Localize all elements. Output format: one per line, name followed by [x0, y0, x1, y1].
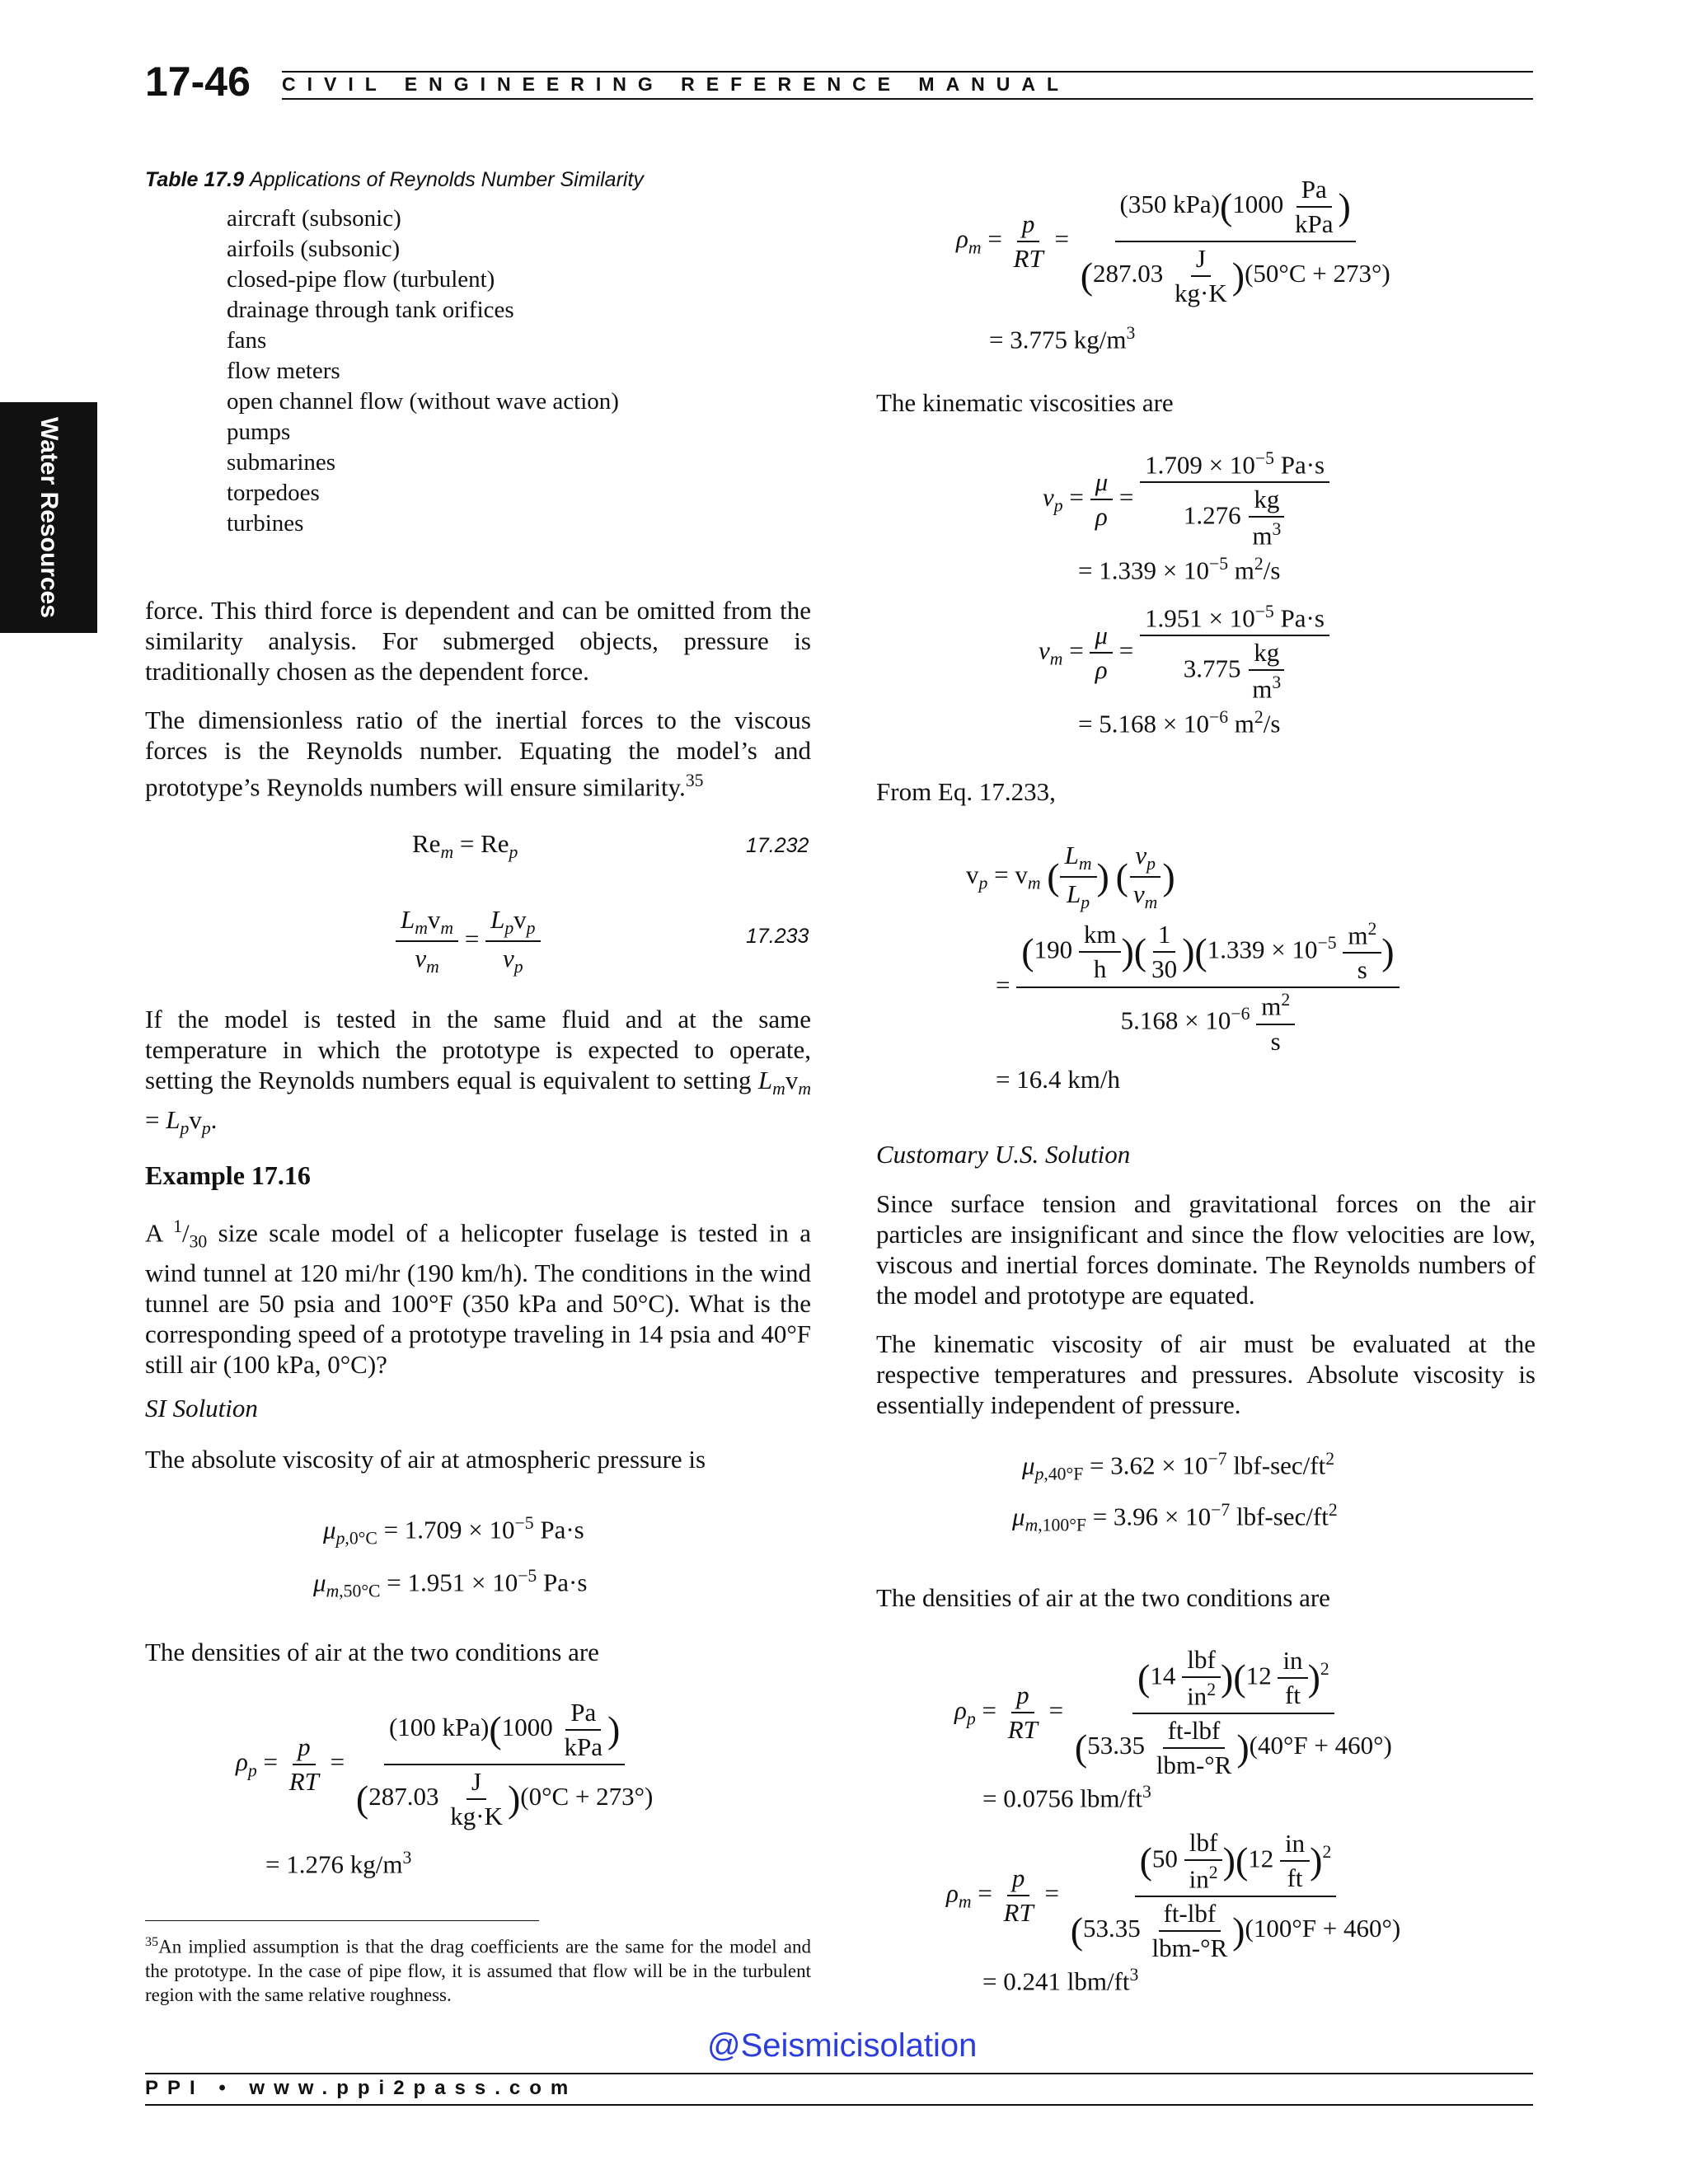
customary-us-heading: Customary U.S. Solution: [876, 1140, 1131, 1169]
running-head: CIVIL ENGINEERING REFERENCE MANUAL: [282, 73, 1071, 95]
footnote-rule: [145, 1920, 539, 1921]
paragraph: Since surface tension and gravitational forces on the air particles are insignificant and since the flow velocities are low, viscous and inertial forces dominate. The Reynolds numbers of the model and prototype are equated.: [876, 1189, 1536, 1310]
paragraph: The kinematic viscosity of air must be evaluated at the respective temperatures and pressures. Absolute viscosity is essentially independent of pressure.: [876, 1329, 1536, 1419]
paragraph: The absolute viscosity of air at atmospheric pressure is: [145, 1445, 706, 1474]
example-text: A $^1/_{30}$ size scale model of a helicopter fuselage is tested in a wind tunnel at 120 mi/hr (190 km/h). The conditions in the wind tunnel are 50 psia and 100°F (350 kPa and 50°C). What is the corresponding speed of a prototype traveling in 14 psia and 40°F still air (100 kPa, 0°C)?: [145, 1216, 811, 1379]
footnote-ref: 35: [685, 771, 704, 790]
footer-rule-top: [145, 2073, 1533, 2074]
table-item: submarines: [227, 449, 336, 476]
equation-mu-p-us: $\mu_{p,40^\circ F} = 3.62 \times 10^{-7}$ lbf-$\sec/ft^2$: [1022, 1449, 1335, 1484]
table-title: Applications of Reynolds Number Similarity: [249, 168, 644, 191]
page-number: 17-46: [145, 59, 251, 105]
footer: PPI • www.ppi2pass.com: [145, 2077, 578, 2099]
equation-17-232: $Re_m = Re_p$: [412, 829, 518, 863]
si-solution-heading: SI Solution: [145, 1394, 258, 1422]
table-item: airfoils (subsonic): [227, 236, 401, 262]
table-item: turbines: [227, 510, 304, 537]
equation-rho-p-si: $\rho_p$ = $\frac{p}{RT}$ = (100 kPa)(1000 $\frac{Pa}{\text{kPa}}$ ) (287.03 $\frac{J}{kg\cdot K}$ )(0°C + 273°): [236, 1698, 654, 1830]
paragraph: The kinematic viscosities are: [876, 388, 1174, 417]
equation-17-233: $\frac{L_mv_m}{\nu_m}$ = $\frac{L_pv_p}{\nu_p}$: [396, 905, 541, 977]
equation-mu-p-si: $\mu_{p,0^\circ C} = 1.709 \times 10^{-5}$ Pa·s: [323, 1513, 584, 1549]
table-item: aircraft (subsonic): [227, 205, 401, 232]
table-item: drainage through tank orifices: [227, 297, 514, 323]
table-item: closed-pipe flow (turbulent): [227, 266, 495, 293]
equation-mu-m-us: $\mu_{m,100^\circ F} = 3.96 \times 10^{-7}$ lbf-$\sec/ft^2$: [1012, 1500, 1338, 1535]
table-item: open channel flow (without wave action): [227, 388, 619, 415]
watermark: @Seismicisolation: [707, 2027, 978, 2064]
table-item: pumps: [227, 419, 291, 445]
equation-rho-m-si-result: = 3.775 $kg/m^3$: [989, 323, 1136, 354]
table-caption: [145, 168, 644, 192]
equation-nu-m: $\nu_m$ = $\frac{\mu}{\rho}$ = $1.951 \times 10^{-5}$ Pa·s 3.775 $\frac{kg}{m^3}$: [1039, 602, 1329, 705]
equation-nu-m-result: = $5.168 \times 10^{-6}$ $m^2/s$: [1078, 707, 1281, 738]
header-rule-top: [282, 71, 1533, 73]
header-rule-bottom: [282, 98, 1533, 100]
table-item: flow meters: [227, 358, 340, 384]
equation-vp-ratio: $v_p = v_m$ ( $\frac{L_m}{L_p}$ ) ( $\frac{\nu_p}{\nu_m}$ ): [966, 841, 1175, 913]
paragraph: The densities of air at the two conditions are: [145, 1638, 599, 1666]
equation-nu-p-result: = $1.339 \times 10^{-5}$ $m^2/s$: [1078, 554, 1281, 585]
paragraph: force. This third force is dependent and can be omitted from the similarity analysis. For submerged objects, pressure is traditionally chosen as the dependent force.: [145, 596, 811, 686]
equation-number: 17.233: [746, 925, 809, 948]
equation-rho-m-us: $\rho_m$ = $\frac{p}{RT}$ = (50 $\frac{\text{lbf}}{in^2}$ )(12 $\frac{in}{ft}$ )$^2$ (53.35 $\frac{\text{ft-lbf}}{\text{lbm-°R}}$ )(100°F + 460°): [946, 1828, 1401, 1963]
footer-rule-bottom: [145, 2104, 1533, 2106]
equation-rho-p-si-result: = 1.276 $kg/m^3$: [265, 1848, 412, 1879]
side-tab: [0, 402, 97, 633]
equation-nu-p: $\nu_p$ = $\frac{\mu}{\rho}$ = $1.709 \times 10^{-5}$ Pa·s 1.276 $\frac{kg}{m^3}$: [1043, 448, 1329, 551]
equation-rho-p-us: $\rho_p$ = $\frac{p}{RT}$ = (14 $\frac{\text{lbf}}{in^2}$ )(12 $\frac{in}{ft}$ )$^2$ (53.35 $\frac{\text{ft-lbf}}{\text{lbm-°R}}$ )(40°F + 460°): [954, 1645, 1392, 1780]
table-item: torpedoes: [227, 480, 320, 506]
equation-rho-p-us-result: = 0.0756 lbm/$ft^3$: [982, 1782, 1151, 1813]
table-label: Table 17.9: [145, 168, 244, 191]
footnote-number: 35: [145, 1935, 159, 1949]
equation-number: 17.232: [746, 834, 809, 857]
equation-rho-m-si: $\rho_m$ = $\frac{p}{RT}$ = (350 kPa)(1000 $\frac{Pa}{\text{kPa}}$ ) (287.03 $\frac{J}{kg\cdot K}$ )(50°C + 273°): [956, 175, 1390, 307]
example-title: Example 17.16: [145, 1160, 311, 1190]
paragraph: The dimensionless ratio of the inertial forces to the viscous forces is the Reynolds number. Equating the model’s and prototype’s Reynolds numbers will ensure similarity.$^{35}$: [145, 705, 811, 802]
equation-vp-result: = 16.4 km/h: [996, 1065, 1120, 1094]
equation-mu-m-si: $\mu_{m,50^\circ C} = 1.951 \times 10^{-5}$ Pa·s: [313, 1566, 588, 1601]
equation-rho-m-us-result: = 0.241 lbm/$ft^3$: [982, 1965, 1139, 1996]
side-tab-label: Water Resources: [35, 417, 63, 618]
equation-vp-numeric: = (190 $\frac{km}{h}$ )( $\frac{1}{30}$ )($1.339 \times 10^{-5}$ $\frac{m^2}{s}$ ) $5.168 \times 10^{-6}$ $\frac{m^2}{s}$: [996, 919, 1400, 1057]
paragraph: If the model is tested in the same fluid and at the same temperature in which the prototype is expected to operate, setting the Reynolds numbers equal is equivalent to setting $L_mv_m = L_pv_p$.: [145, 1005, 811, 1139]
table-item: fans: [227, 327, 267, 354]
paragraph: The densities of air at the two conditions are: [876, 1583, 1330, 1612]
paragraph: From Eq. 17.233,: [876, 777, 1056, 806]
footnote: $^{35}$An implied assumption is that the drag coefficients are the same for the model and the prototype. In the case of pipe flow, it is assumed that flow will be in the turbulent region with the same relative roughness.: [145, 1935, 811, 2005]
